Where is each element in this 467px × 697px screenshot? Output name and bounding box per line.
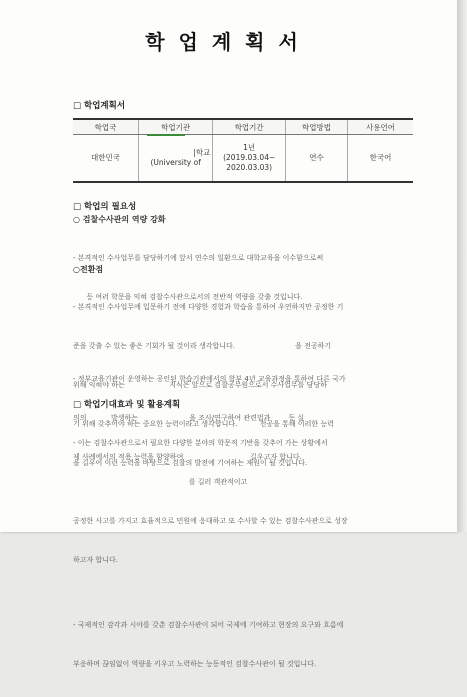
- green-underline-mark: [147, 134, 185, 136]
- period-line3: 2020.03.03): [226, 163, 273, 172]
- text-line: - 정부교육기관이 운영하는 공인된 학습기관에서의 학부 4년 교육과정을 통하여 다른 국가: [73, 375, 346, 383]
- text-line: 의의 발생하는 을 조사/연구하여 관련법과 등 실: [73, 414, 304, 422]
- text-line: - 이는 검찰수사관으로서 필요한 다양한 분야의 학문적 기반을 갖추어 가는 상황에서: [73, 439, 328, 447]
- text-line: 기 위해 갖추어야 하는 중요한 능력이라고 생각합니다. 전공을 통해 이러한 능력: [73, 420, 334, 428]
- table-header-cell: [138, 119, 212, 135]
- text-line: 을 길우어 이런 능력을 바탕으로 검찰의 발전에 기여하는 재원이 될 것입니다.: [73, 459, 308, 467]
- text-line: 를 길러 객관적이고: [73, 478, 248, 486]
- text-line: - 본격적인 수사업무에 입문하기 전에 다양한 경험과 학습을 통하여 우연하지만 공정한 기: [73, 303, 344, 311]
- cell-method: 연수: [286, 135, 348, 183]
- text-line: 공정한 사고를 가지고 효율적으로 민원에 응대하고 또 수사할 수 있는 검찰수사관으로 성장: [73, 517, 348, 525]
- table-header-cell: 학업기간: [213, 119, 286, 135]
- cell-institution: [138, 135, 212, 183]
- text-line: 부응하며 끊임없이 역량을 키우고 노력하는 능동적인 검찰수사관이 될 것입니다.: [73, 660, 317, 668]
- text-line: 준을 갖출 수 있는 좋은 기회가 될 것이라 생각합니다. 을 전공하기: [73, 342, 332, 350]
- table-header-row: [73, 119, 413, 135]
- section-heading-necessity: □ 학업의 필요성: [73, 202, 137, 212]
- subheading-turning-point: ○전환점: [73, 265, 104, 274]
- text-line: 위해 익혀야 하는 지식은 앞으로 검찰공무원으로서 수사업무를 담당하: [73, 381, 327, 389]
- section-heading-expected-effects: □ 학업기대효과 및 활용계획: [73, 400, 181, 410]
- paragraph-expected-effects: [73, 411, 411, 697]
- cell-country: 대한민국: [73, 135, 138, 183]
- page-edge-shadow: [457, 0, 467, 532]
- cell-period: [213, 135, 286, 183]
- table-row: [73, 135, 413, 183]
- section-heading-plan: □ 학업계획서: [73, 101, 126, 111]
- text-line: 등 여러 학문을 익혀 검찰수사관으로서의 전반적 역량을 갖출 것입니다.: [73, 293, 303, 301]
- table-header-cell: 학업국: [73, 119, 138, 135]
- institution-line1: |학교: [193, 148, 211, 157]
- period-line1: 1년: [243, 143, 256, 152]
- table-header-cell: 사용언어: [348, 119, 413, 135]
- institution-line2: (University of: [150, 158, 201, 167]
- text-line: - 국제적인 감각과 시야를 갖춘 검찰수사관이 되어 국제에 기여하고 현장의 요구와 흐름에: [73, 621, 344, 629]
- period-line2: (2019.03.04~: [223, 153, 276, 162]
- table-header-cell: 학업방법: [286, 119, 348, 135]
- text-line: - 본격적인 수사업무를 담당하기에 앞서 연수의 일환으로 대학교육을 이수함으로써: [73, 254, 324, 262]
- text-line: 하고자 합니다.: [73, 556, 119, 564]
- cell-language: 한국어: [348, 135, 413, 183]
- text-line: 제 사례에서의 적용 능력을 함양하여 길우고자 합니다.: [73, 453, 302, 461]
- subheading-capability: ○ 검찰수사관의 역량 강화: [73, 215, 166, 224]
- study-plan-table: [73, 118, 413, 183]
- document-title: 학업계획서: [145, 30, 312, 54]
- table-header-text: 학업기관: [161, 122, 191, 132]
